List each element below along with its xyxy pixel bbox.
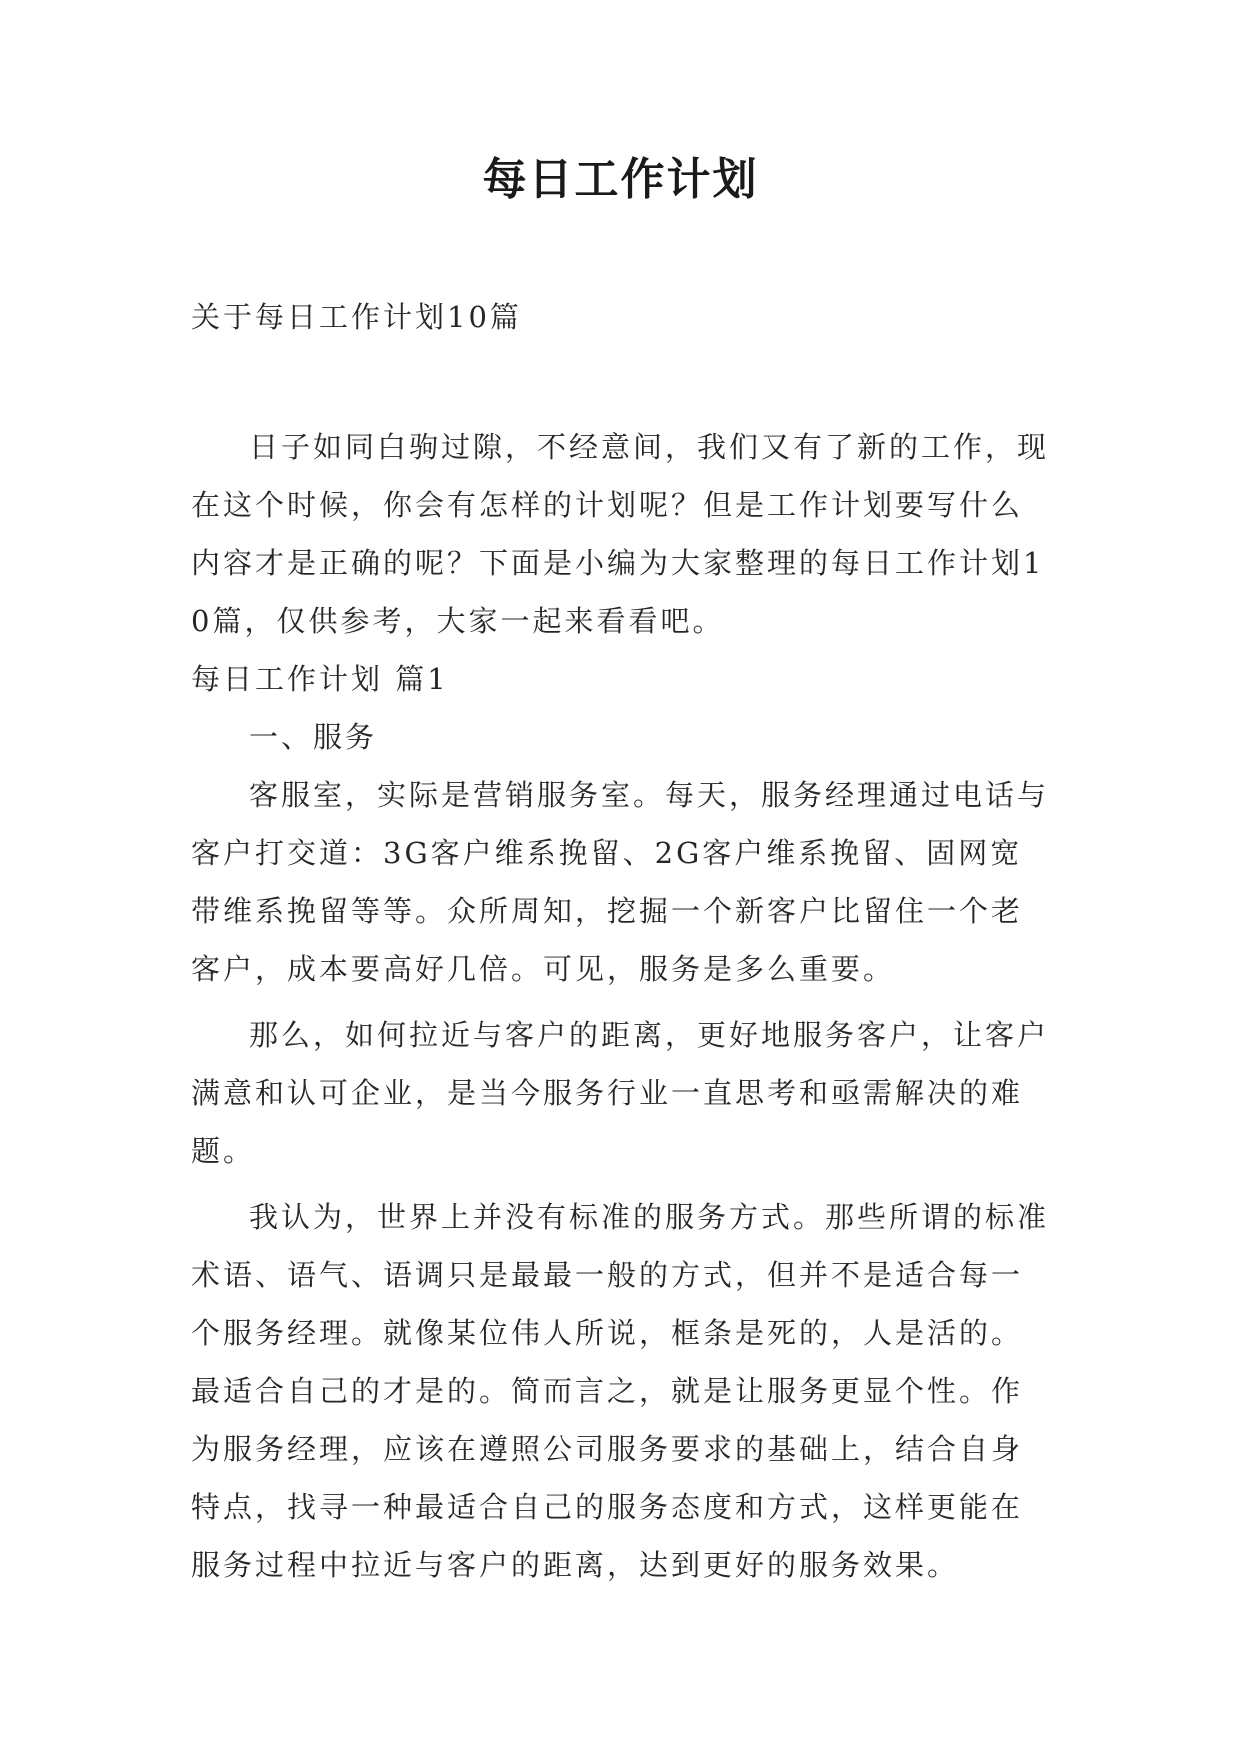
body-paragraph-1: 客服室，实际是营销服务室。每天，服务经理通过电话与客户打交道：3G客户维系挽留、2G客户维系挽留、固网宽带维系挽留等等。众所周知，挖掘一个新客户比留住一个老客户，成本要高好几倍。可见，服务是多么重要。 (191, 778, 1050, 986)
intro-paragraph: 日子如同白驹过隙，不经意间，我们又有了新的工作，现在这个时候，你会有怎样的计划呢？但是工作计划要写什么内容才是正确的呢？下面是小编为大家整理的每日工作计划10篇，仅供参考，大家一起来看看吧。 (191, 430, 1050, 638)
document-subtitle: 关于每日工作计划10篇 (191, 300, 522, 334)
document-body (191, 288, 1051, 1594)
item-heading: 一、服务 (249, 720, 378, 754)
body-paragraph-3: 我认为，世界上并没有标准的服务方式。那些所谓的标准术语、语气、语调只是最最一般的方式，但并不是适合每一个服务经理。就像某位伟人所说，框条是死的，人是活的。最适合自己的才是的。简而言之，就是让服务更显个性。作为服务经理，应该在遵照公司服务要求的基础上，结合自身特点，找寻一种最适合自己的服务态度和方式，这样更能在服务过程中拉近与客户的距离，达到更好的服务效果。 (191, 1200, 1050, 1582)
document-title: 每日工作计划 (482, 154, 759, 205)
section-heading: 每日工作计划 篇1 (191, 662, 449, 696)
body-paragraph-2: 那么，如何拉近与客户的距离，更好地服务客户，让客户满意和认可企业，是当今服务行业一直思考和亟需解决的难题。 (191, 1018, 1050, 1168)
